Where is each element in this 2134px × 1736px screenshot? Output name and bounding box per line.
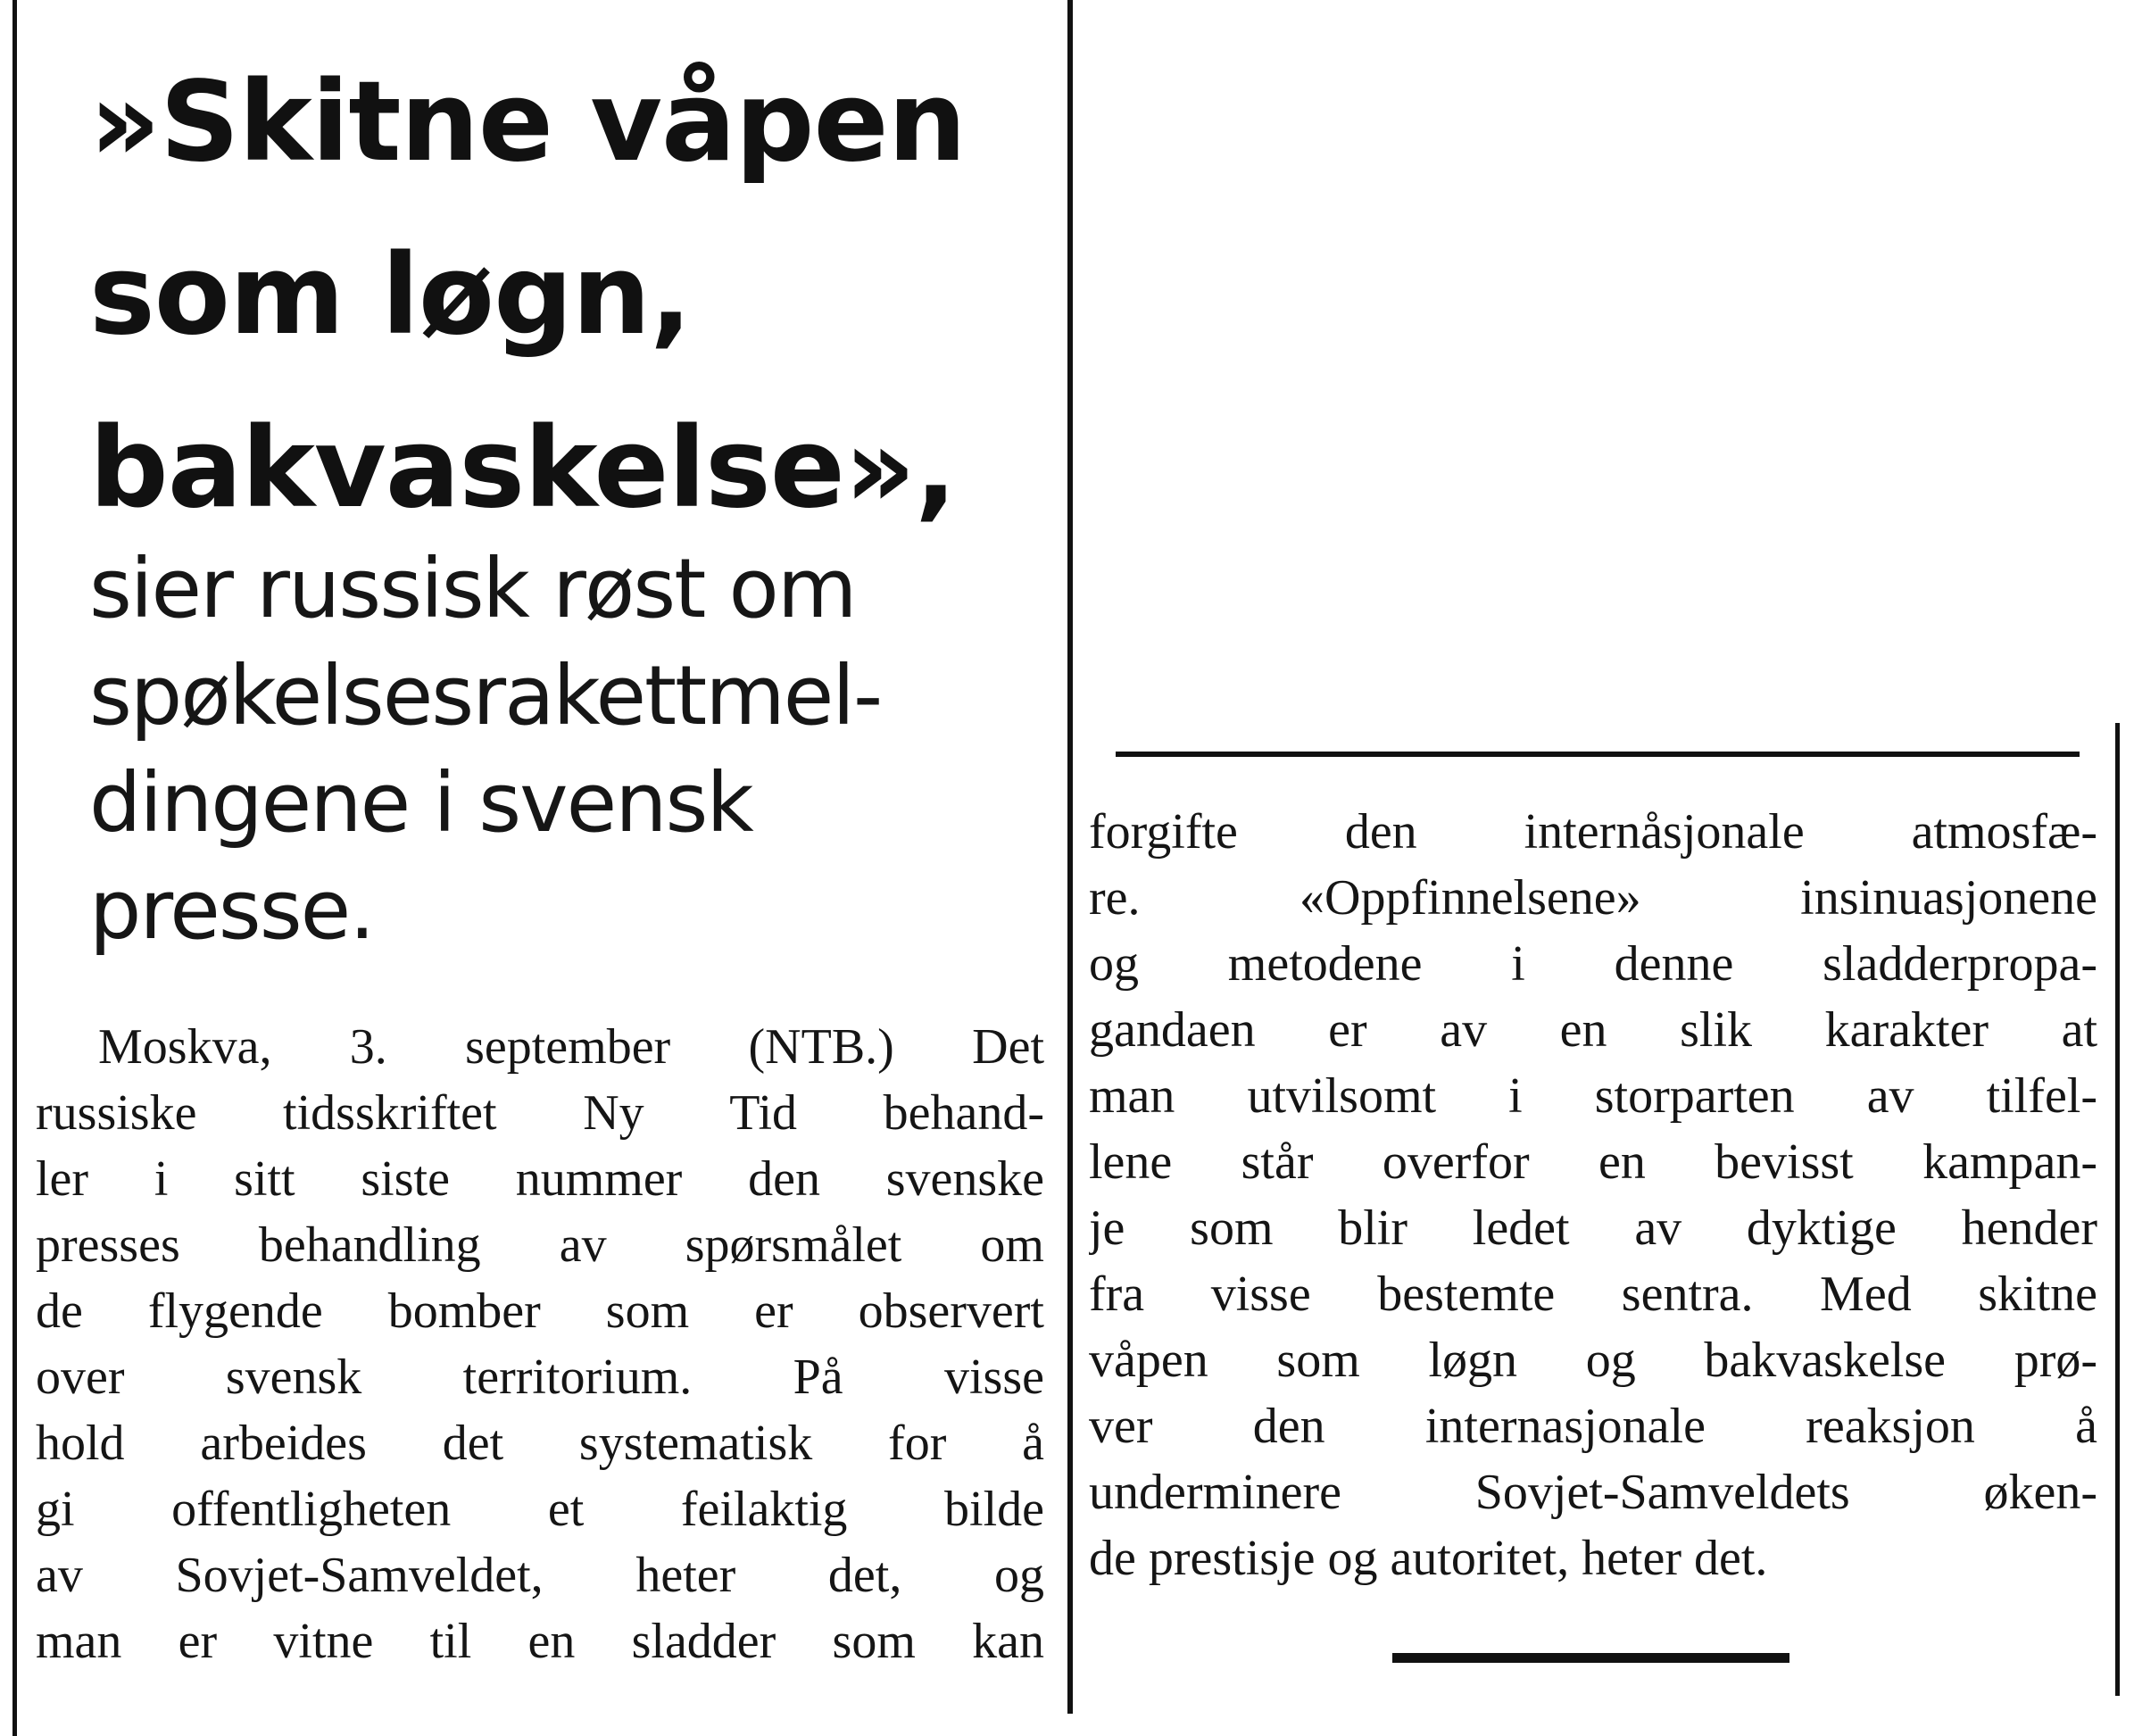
- body-line: russiske tidsskriftet Ny Tid behand-: [36, 1085, 1044, 1141]
- headline: [89, 36, 1017, 555]
- body-line: av Sovjet-Samveldet, heter det, og: [36, 1548, 1044, 1603]
- right-border-rule: [2115, 723, 2120, 1696]
- subheadline-line: sier russisk røst om: [89, 541, 856, 636]
- body-column-left: [36, 1014, 1044, 1674]
- body-line: våpen som løgn og bakvaskelse prø-: [1089, 1333, 2097, 1388]
- body-line: gandaen er av en slik karakter at: [1089, 1002, 2097, 1058]
- body-line: re. «Oppfinnelsene» insinuasjonene: [1089, 870, 2097, 926]
- subheadline-line: presse.: [89, 862, 374, 958]
- body-line: man utvilsomt i storparten av tilfel-: [1089, 1068, 2097, 1124]
- body-line: lene står overfor en bevisst kampan-: [1089, 1134, 2097, 1190]
- subheadline: [89, 536, 1017, 964]
- body-line: underminere Sovjet-Samveldets øken-: [1089, 1465, 2097, 1520]
- body-line: hold arbeides det systematisk for å: [36, 1416, 1044, 1471]
- headline-line: »Skitne våpen: [89, 58, 966, 187]
- body-line: og metodene i denne sladderpropa-: [1089, 936, 2097, 992]
- body-line: fra visse bestemte sentra. Med skitne: [1089, 1267, 2097, 1322]
- top-separator-rule: [1116, 752, 2080, 757]
- body-line: Moskva, 3. september (NTB.) Det: [98, 1019, 1044, 1075]
- body-line: man er vitne til en sladder som kan: [36, 1614, 1044, 1669]
- subheadline-line: spøkelsesrakettmel-: [89, 648, 882, 743]
- body-line: gi offentligheten et feilaktig bilde: [36, 1482, 1044, 1537]
- headline-line: som løgn,: [89, 231, 692, 360]
- body-line: je som blir ledet av dyktige hender: [1089, 1200, 2097, 1256]
- body-line: de flygende bomber som er observert: [36, 1283, 1044, 1339]
- body-line: ver den internasjonale reaksjon å: [1089, 1399, 2097, 1454]
- body-line: presses behandling av spørsmålet om: [36, 1217, 1044, 1273]
- end-separator-rule: [1392, 1653, 1789, 1663]
- body-column-right: [1089, 799, 2097, 1591]
- headline-line: bakvaskelse»,: [89, 404, 957, 533]
- body-line: forgifte den internåsjonale atmosfæ-: [1089, 804, 2097, 860]
- body-line: over svensk territorium. På visse: [36, 1350, 1044, 1405]
- left-border-rule: [12, 0, 17, 1736]
- body-line: de prestisje og autoritet, heter det.: [1089, 1531, 1768, 1586]
- body-line: ler i sitt siste nummer den svenske: [36, 1151, 1044, 1207]
- column-divider-rule: [1067, 0, 1073, 1714]
- subheadline-line: dingene i svensk: [89, 755, 752, 851]
